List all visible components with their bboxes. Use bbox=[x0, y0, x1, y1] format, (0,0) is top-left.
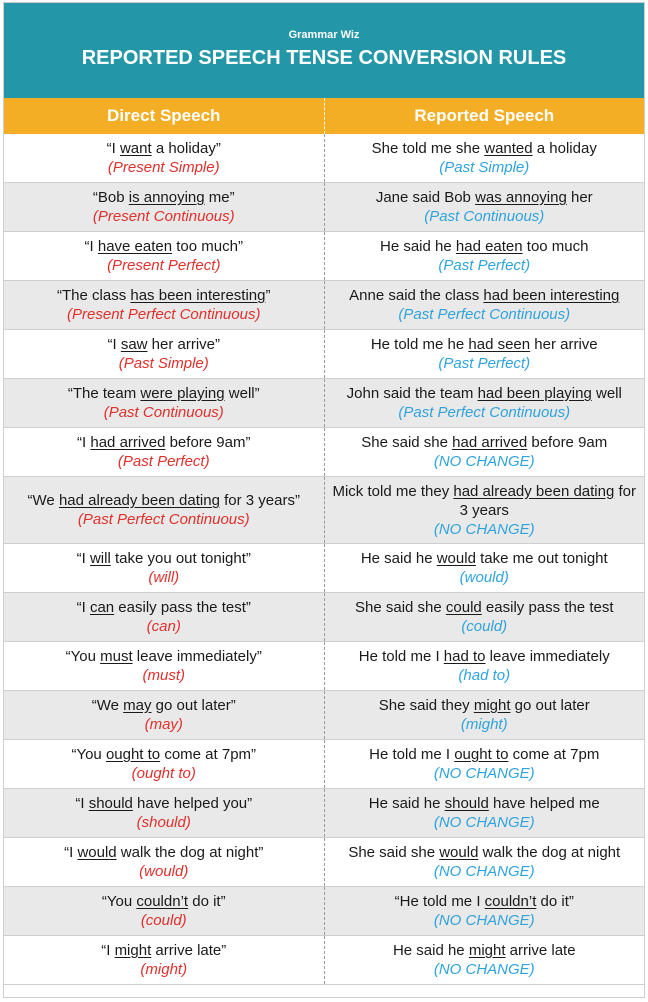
direct-tense-label: (must) bbox=[142, 667, 185, 684]
sentence-text: for 3 years” bbox=[219, 492, 300, 509]
reported-tense-label: (Past Perfect) bbox=[438, 355, 531, 372]
highlighted-verb: want bbox=[119, 140, 152, 157]
direct-sentence bbox=[77, 549, 251, 568]
sentence-text: arrive late” bbox=[151, 942, 227, 959]
table-row bbox=[4, 691, 644, 740]
direct-sentence bbox=[101, 941, 226, 960]
sentence-text: “I bbox=[64, 844, 78, 861]
sentence-text: take you out tonight” bbox=[110, 550, 251, 567]
reported-sentence bbox=[372, 139, 597, 158]
sentence-text: She said she bbox=[348, 844, 440, 861]
table-row bbox=[4, 642, 644, 691]
reported-speech-cell bbox=[325, 477, 645, 543]
direct-sentence bbox=[28, 491, 300, 510]
highlighted-verb: might bbox=[468, 942, 506, 959]
sentence-text: for 3 years bbox=[459, 482, 637, 519]
direct-sentence bbox=[92, 696, 236, 715]
direct-speech-cell bbox=[4, 281, 325, 329]
table-row bbox=[4, 789, 644, 838]
highlighted-verb: had been playing bbox=[477, 385, 592, 402]
sentence-text: “I bbox=[77, 434, 91, 451]
sentence-text: She told me she bbox=[371, 140, 485, 157]
table-row bbox=[4, 281, 644, 330]
sentence-text: well” bbox=[224, 385, 260, 402]
reported-speech-cell bbox=[325, 428, 645, 476]
direct-tense-label: (will) bbox=[148, 569, 180, 586]
sentence-text: “I bbox=[75, 795, 89, 812]
highlighted-verb: had to bbox=[443, 648, 486, 665]
highlighted-verb: had arrived bbox=[90, 434, 166, 451]
highlighted-verb: can bbox=[89, 599, 115, 616]
reported-sentence bbox=[369, 745, 599, 764]
column-header-reported: Reported Speech bbox=[414, 106, 555, 125]
table-row bbox=[4, 232, 644, 281]
highlighted-verb: were playing bbox=[140, 385, 225, 402]
highlighted-verb: has been interesting bbox=[130, 287, 266, 304]
sentence-text: John said the team bbox=[346, 385, 478, 402]
sentence-text: “I bbox=[107, 336, 121, 353]
reported-speech-cell bbox=[325, 232, 645, 280]
highlighted-verb: had been interesting bbox=[483, 287, 620, 304]
table-row bbox=[4, 740, 644, 789]
highlighted-verb: ought to bbox=[454, 746, 509, 763]
sentence-text: a holiday bbox=[532, 140, 597, 157]
direct-tense-label: (ought to) bbox=[131, 765, 196, 782]
sentence-text: Mick told me they bbox=[332, 482, 454, 500]
sentence-text: walk the dog at night” bbox=[116, 844, 264, 861]
sentence-text: “You bbox=[71, 746, 106, 763]
sentence-text: “I bbox=[106, 140, 120, 157]
reported-tense-label: (Past Perfect) bbox=[438, 257, 531, 274]
reported-tense-label: (Past Perfect Continuous) bbox=[398, 404, 571, 421]
direct-sentence bbox=[66, 647, 262, 666]
reported-tense-label: (NO CHANGE) bbox=[433, 520, 535, 538]
brand-name: Grammar Wiz bbox=[288, 29, 360, 41]
reported-sentence bbox=[355, 598, 614, 617]
table-row bbox=[4, 428, 644, 477]
direct-sentence bbox=[68, 384, 260, 403]
sentence-text: before 9am” bbox=[165, 434, 251, 451]
highlighted-verb: will bbox=[89, 550, 111, 567]
direct-sentence bbox=[93, 188, 235, 207]
highlighted-verb: was annoying bbox=[475, 189, 567, 206]
sentence-text: “I bbox=[101, 942, 115, 959]
highlighted-verb: had arrived bbox=[452, 434, 528, 451]
highlighted-verb: had eaten bbox=[455, 238, 523, 255]
direct-tense-label: (can) bbox=[146, 618, 181, 635]
highlighted-verb: would bbox=[77, 844, 117, 861]
sentence-text: “The team bbox=[67, 385, 141, 402]
sentence-text: “I bbox=[84, 238, 98, 255]
table-row bbox=[4, 838, 644, 887]
sentence-text: He said he bbox=[368, 795, 445, 812]
direct-speech-cell bbox=[4, 232, 325, 280]
highlighted-verb: would bbox=[439, 844, 479, 861]
direct-speech-cell bbox=[4, 887, 325, 935]
sentence-text: go out later” bbox=[151, 697, 236, 714]
table-row bbox=[4, 936, 644, 985]
sentence-text: He said he bbox=[380, 238, 456, 255]
sentence-text: He told me I bbox=[369, 746, 455, 763]
reported-tense-label: (could) bbox=[461, 618, 508, 635]
direct-speech-cell bbox=[4, 428, 325, 476]
highlighted-verb: should bbox=[88, 795, 133, 812]
direct-speech-cell bbox=[4, 379, 325, 427]
highlighted-verb: might bbox=[473, 697, 511, 714]
sentence-text: her arrive bbox=[530, 336, 598, 353]
table-row bbox=[4, 544, 644, 593]
direct-tense-label: (would) bbox=[139, 863, 189, 880]
sentence-text: “I bbox=[76, 550, 90, 567]
reported-sentence bbox=[361, 433, 607, 452]
direct-sentence bbox=[71, 745, 256, 764]
sentence-text: have helped you” bbox=[132, 795, 253, 812]
sentence-text: “We bbox=[27, 492, 59, 509]
sentence-text: too much” bbox=[172, 238, 243, 255]
reported-tense-label: (Past Continuous) bbox=[424, 208, 545, 225]
highlighted-verb: couldn’t bbox=[136, 893, 189, 910]
sentence-text: arrive late bbox=[505, 942, 576, 959]
table-row bbox=[4, 593, 644, 642]
direct-speech-cell bbox=[4, 740, 325, 788]
table-row bbox=[4, 183, 644, 232]
direct-speech-cell bbox=[4, 789, 325, 837]
table-row bbox=[4, 330, 644, 379]
direct-tense-label: (Present Simple) bbox=[107, 159, 220, 176]
reported-tense-label: (would) bbox=[459, 569, 509, 586]
reported-speech-cell bbox=[325, 838, 645, 886]
sentence-text: Jane said Bob bbox=[375, 189, 476, 206]
direct-speech-cell bbox=[4, 544, 325, 592]
direct-speech-cell bbox=[4, 936, 325, 984]
highlighted-verb: may bbox=[123, 697, 152, 714]
sentence-text: leave immediately” bbox=[132, 648, 262, 665]
reported-tense-label: (NO CHANGE) bbox=[433, 814, 535, 831]
sentence-text: ” bbox=[265, 287, 271, 304]
reported-sentence bbox=[379, 696, 590, 715]
reported-speech-cell bbox=[325, 887, 645, 935]
sentence-text: She said she bbox=[361, 434, 453, 451]
direct-sentence bbox=[57, 286, 270, 305]
sentence-text: leave immediately bbox=[485, 648, 610, 665]
direct-sentence bbox=[107, 139, 221, 158]
sentence-text: “You bbox=[101, 893, 137, 910]
sentence-text: go out later bbox=[510, 697, 590, 714]
direct-tense-label: (Past Continuous) bbox=[103, 404, 224, 421]
reported-speech-cell bbox=[325, 544, 645, 592]
sentence-text: He said he bbox=[360, 550, 437, 567]
reported-tense-label: (had to) bbox=[458, 667, 511, 684]
reported-sentence bbox=[359, 647, 610, 666]
direct-speech-cell bbox=[4, 691, 325, 739]
sentence-text: easily pass the test bbox=[481, 599, 614, 616]
highlighted-verb: have eaten bbox=[97, 238, 173, 255]
reported-speech-cell bbox=[325, 379, 645, 427]
sentence-text: He told me he bbox=[370, 336, 469, 353]
direct-tense-label: (Past Perfect Continuous) bbox=[77, 511, 250, 528]
highlighted-verb: ought to bbox=[105, 746, 161, 763]
direct-speech-cell bbox=[4, 593, 325, 641]
highlighted-verb: could bbox=[445, 599, 482, 616]
direct-sentence bbox=[102, 892, 226, 911]
table-row bbox=[4, 134, 644, 183]
direct-sentence bbox=[77, 598, 251, 617]
sentence-text: too much bbox=[522, 238, 589, 255]
reported-tense-label: (NO CHANGE) bbox=[433, 453, 535, 470]
direct-tense-label: (might) bbox=[140, 961, 188, 978]
highlighted-verb: wanted bbox=[484, 140, 533, 157]
sentence-text: “I bbox=[76, 599, 90, 616]
reported-sentence bbox=[347, 384, 622, 403]
reported-sentence bbox=[329, 482, 641, 520]
sentence-text: have helped me bbox=[488, 795, 600, 812]
sentence-text: “He told me I bbox=[394, 893, 485, 910]
column-header-direct: Direct Speech bbox=[4, 98, 325, 134]
reported-sentence bbox=[371, 335, 598, 354]
highlighted-verb: had already been dating bbox=[453, 482, 615, 500]
direct-tense-label: (Present Perfect) bbox=[107, 257, 221, 274]
sentence-text: come at 7pm bbox=[508, 746, 600, 763]
direct-sentence bbox=[77, 433, 250, 452]
reported-speech-cell bbox=[325, 691, 645, 739]
reported-speech-cell bbox=[325, 936, 645, 984]
reported-sentence bbox=[380, 237, 589, 256]
sentence-text: before 9am bbox=[527, 434, 608, 451]
direct-speech-cell bbox=[4, 183, 325, 231]
sentence-text: easily pass the test” bbox=[114, 599, 251, 616]
sentence-text: a holiday” bbox=[151, 140, 221, 157]
direct-tense-label: (Past Simple) bbox=[118, 355, 209, 372]
reported-sentence bbox=[361, 549, 608, 568]
sentence-text: “We bbox=[91, 697, 124, 714]
highlighted-verb: is annoying bbox=[128, 189, 205, 206]
reported-tense-label: (NO CHANGE) bbox=[433, 961, 535, 978]
reported-tense-label: (NO CHANGE) bbox=[433, 765, 535, 782]
reported-sentence bbox=[348, 843, 620, 862]
highlighted-verb: had seen bbox=[468, 336, 531, 353]
reported-tense-label: (NO CHANGE) bbox=[433, 863, 535, 880]
sentence-text: He said he bbox=[392, 942, 469, 959]
direct-speech-cell bbox=[4, 642, 325, 690]
page-title: REPORTED SPEECH TENSE CONVERSION RULES bbox=[81, 47, 567, 69]
direct-tense-label: (Past Perfect) bbox=[117, 453, 210, 470]
sentence-text: her arrive” bbox=[147, 336, 221, 353]
reported-speech-cell bbox=[325, 134, 645, 182]
reported-sentence bbox=[376, 188, 593, 207]
sentence-text: do it” bbox=[188, 893, 226, 910]
rules-table bbox=[4, 134, 644, 985]
reported-tense-label: (might) bbox=[460, 716, 508, 733]
sentence-text: She said they bbox=[378, 697, 474, 714]
reported-sentence bbox=[393, 941, 576, 960]
reported-sentence bbox=[369, 794, 600, 813]
sentence-text: do it” bbox=[536, 893, 574, 910]
highlighted-verb: might bbox=[114, 942, 152, 959]
direct-speech-cell bbox=[4, 134, 325, 182]
table-row bbox=[4, 379, 644, 428]
reported-speech-cell bbox=[325, 183, 645, 231]
sentence-text: “The class bbox=[57, 287, 131, 304]
table-row bbox=[4, 887, 644, 936]
direct-sentence bbox=[64, 843, 263, 862]
highlighted-verb: would bbox=[436, 550, 476, 567]
direct-speech-cell bbox=[4, 330, 325, 378]
sentence-text: walk the dog at night bbox=[478, 844, 621, 861]
direct-speech-cell bbox=[4, 477, 325, 543]
direct-tense-label: (may) bbox=[144, 716, 183, 733]
reported-speech-cell bbox=[325, 281, 645, 329]
reported-speech-cell bbox=[325, 789, 645, 837]
sentence-text: her bbox=[566, 189, 593, 206]
direct-speech-cell bbox=[4, 838, 325, 886]
sentence-text: come at 7pm” bbox=[160, 746, 257, 763]
reported-speech-cell bbox=[325, 740, 645, 788]
reported-tense-label: (NO CHANGE) bbox=[433, 912, 535, 929]
sentence-text: me” bbox=[204, 189, 235, 206]
table-row bbox=[4, 477, 644, 544]
direct-sentence bbox=[75, 794, 252, 813]
sentence-text: “Bob bbox=[92, 189, 129, 206]
reported-sentence bbox=[349, 286, 619, 305]
sentence-text: well bbox=[591, 385, 622, 402]
reported-sentence bbox=[395, 892, 574, 911]
direct-sentence bbox=[107, 335, 220, 354]
sentence-text: He told me I bbox=[358, 648, 444, 665]
reported-tense-label: (Past Perfect Continuous) bbox=[398, 306, 571, 323]
sentence-text: Anne said the class bbox=[349, 287, 484, 304]
reported-speech-cell bbox=[325, 330, 645, 378]
highlighted-verb: had already been dating bbox=[58, 492, 220, 509]
direct-sentence bbox=[85, 237, 243, 256]
reported-speech-cell bbox=[325, 642, 645, 690]
sentence-text: “You bbox=[65, 648, 101, 665]
reported-tense-label: (Past Simple) bbox=[439, 159, 530, 176]
sentence-text: She said she bbox=[355, 599, 446, 616]
direct-tense-label: (Present Continuous) bbox=[92, 208, 235, 225]
highlighted-verb: should bbox=[444, 795, 489, 812]
highlighted-verb: couldn’t bbox=[484, 893, 537, 910]
highlighted-verb: saw bbox=[120, 336, 148, 353]
column-headers bbox=[4, 98, 644, 134]
conversion-rules-sheet bbox=[3, 2, 645, 998]
sentence-text: take me out tonight bbox=[475, 550, 608, 567]
reported-speech-cell bbox=[325, 593, 645, 641]
direct-tense-label: (should) bbox=[136, 814, 191, 831]
direct-tense-label: (Present Perfect Continuous) bbox=[67, 306, 261, 323]
header-banner bbox=[4, 3, 644, 98]
direct-tense-label: (could) bbox=[140, 912, 187, 929]
highlighted-verb: must bbox=[100, 648, 133, 665]
